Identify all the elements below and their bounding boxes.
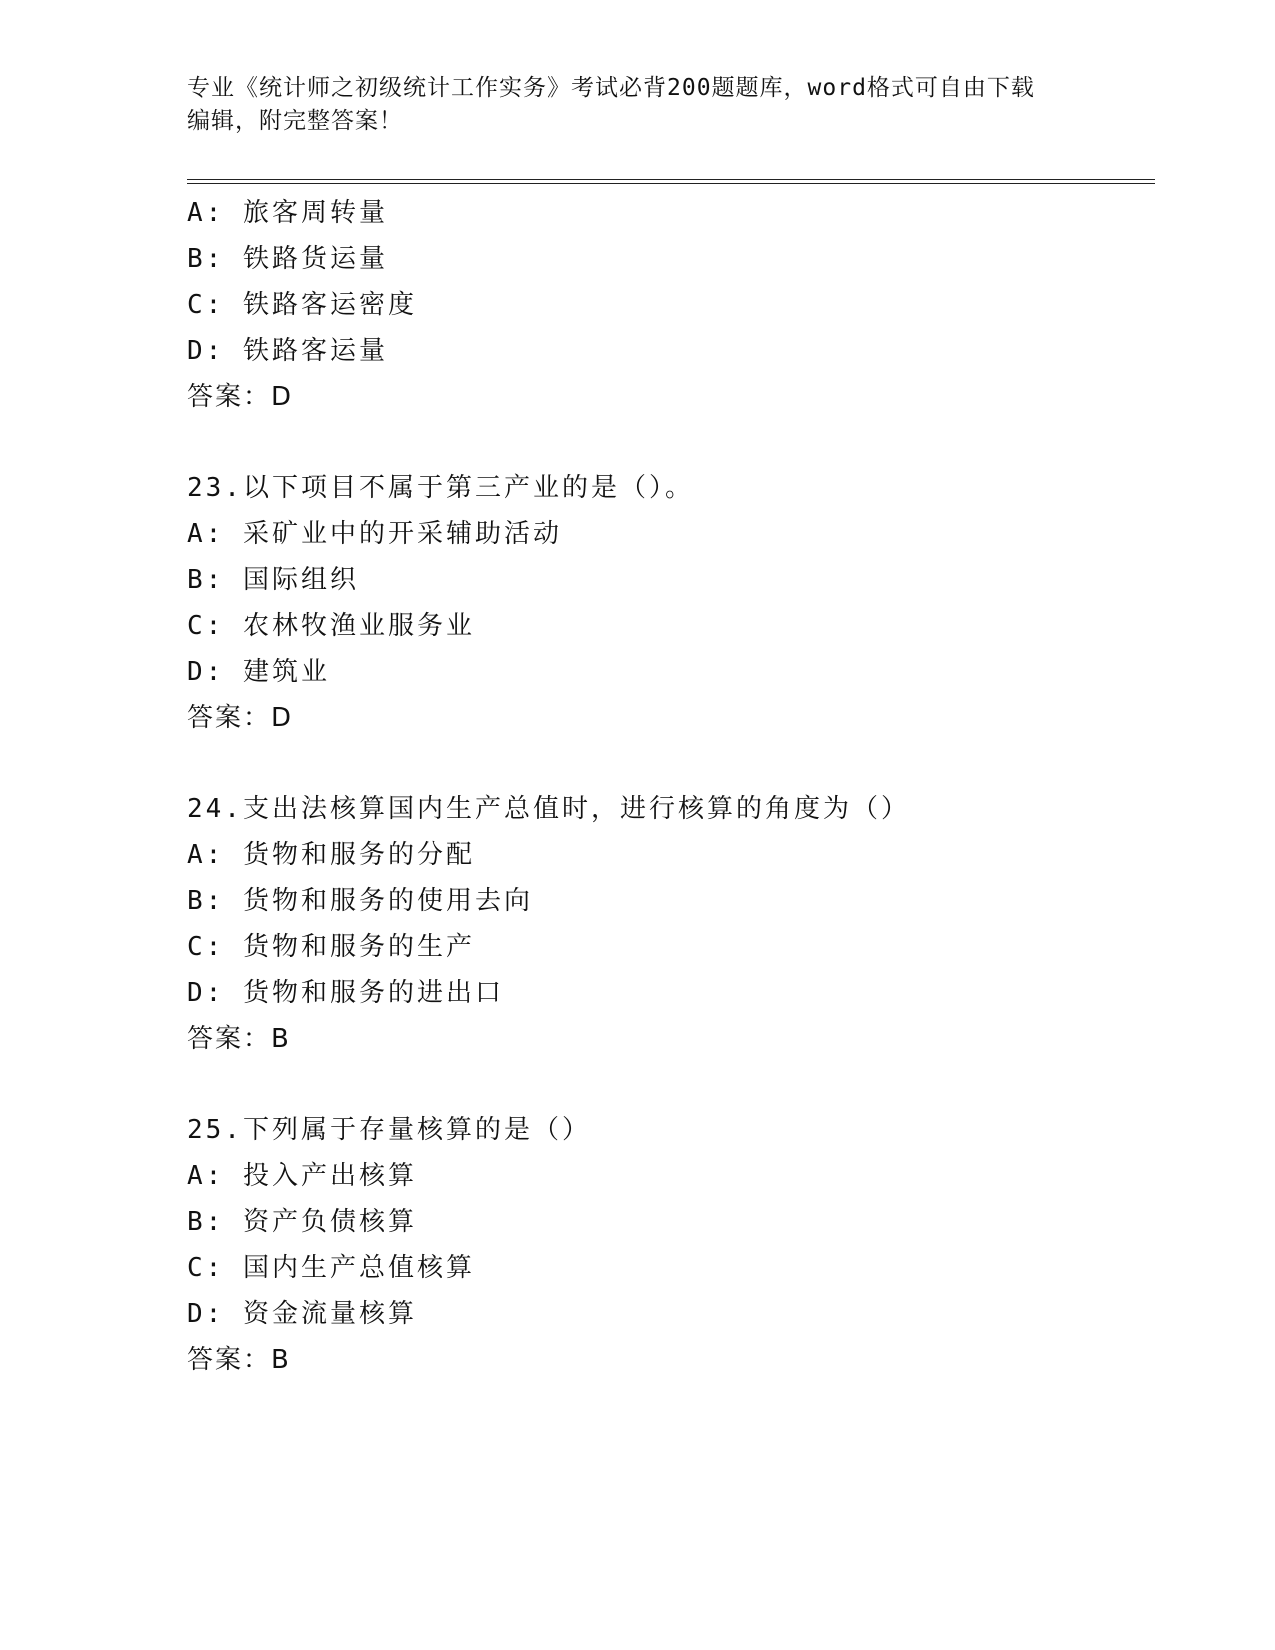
option-b: B: 铁路货运量 <box>187 244 388 274</box>
option-c: C: 铁路客运密度 <box>187 290 417 320</box>
question-stem: 25.下列属于存量核算的是（） <box>187 1115 591 1145</box>
question-block-23 <box>187 465 1155 741</box>
option-d: D: 资金流量核算 <box>187 1299 417 1329</box>
document-header <box>187 72 1087 138</box>
question-block-24 <box>187 786 1155 1062</box>
option-c: C: 货物和服务的生产 <box>187 932 475 962</box>
header-title-line1: 专业《统计师之初级统计工作实务》考试必背200题题库，word格式可自由下载 <box>187 75 1035 101</box>
option-b: B: 资产负债核算 <box>187 1207 417 1237</box>
header-divider-top <box>187 179 1155 180</box>
question-block-25 <box>187 1107 1155 1383</box>
option-d: D: 铁路客运量 <box>187 336 388 366</box>
option-c: C: 国内生产总值核算 <box>187 1253 475 1283</box>
answer-line: 答案：D <box>187 382 294 412</box>
option-b: B: 货物和服务的使用去向 <box>187 886 533 916</box>
question-stem: 24.支出法核算国内生产总值时，进行核算的角度为（） <box>187 794 910 824</box>
question-block-22 <box>187 190 1155 420</box>
header-divider-bottom <box>187 183 1155 184</box>
answer-line: 答案：B <box>187 1345 291 1375</box>
question-stem: 23.以下项目不属于第三产业的是（）。 <box>187 473 694 503</box>
answer-line: 答案：D <box>187 703 294 733</box>
option-d: D: 货物和服务的进出口 <box>187 978 504 1008</box>
option-a: A: 投入产出核算 <box>187 1161 417 1191</box>
option-a: A: 采矿业中的开采辅助活动 <box>187 519 562 549</box>
question-list <box>187 190 1155 1383</box>
answer-line: 答案：B <box>187 1024 291 1054</box>
option-a: A: 旅客周转量 <box>187 198 388 228</box>
option-b: B: 国际组织 <box>187 565 359 595</box>
option-c: C: 农林牧渔业服务业 <box>187 611 475 641</box>
header-title-line2: 编辑，附完整答案！ <box>187 108 403 134</box>
option-d: D: 建筑业 <box>187 657 330 687</box>
option-a: A: 货物和服务的分配 <box>187 840 475 870</box>
